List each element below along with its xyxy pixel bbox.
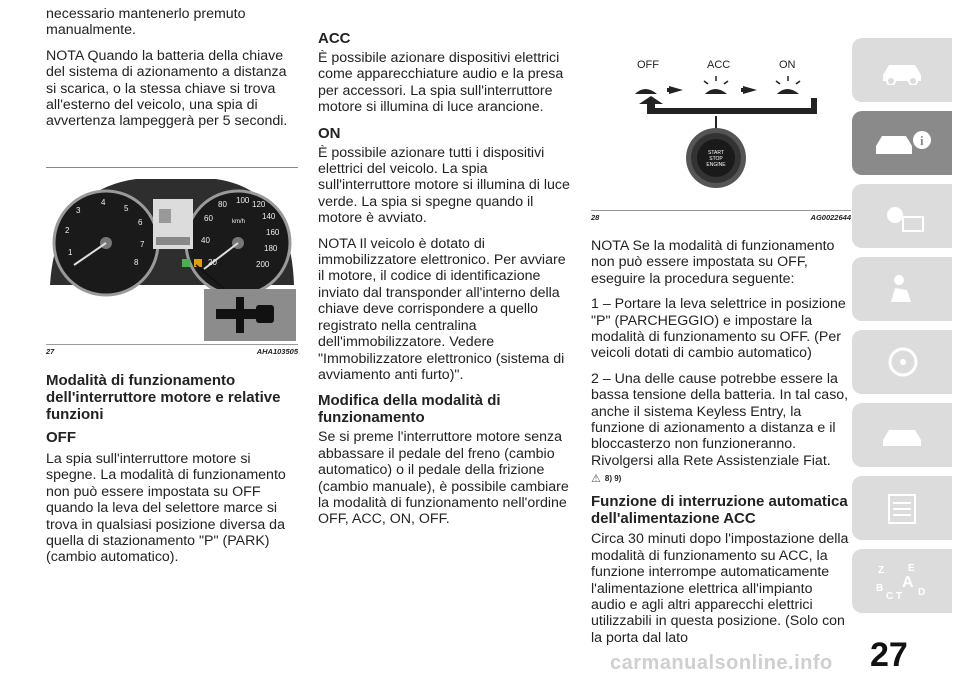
note-immobilizer: NOTA Il veicolo è dotato di immobilizzatore elettronico. Per avviare il motore, il codice di identificazione inviato dal transponder all'interno della chiave deve corrispondere a quello registrato nella centralina dell'immobilizzatore. Vedere "Immobilizzatore elettronico (sistema di avviamento anti furto)". — [318, 235, 566, 383]
tab-airbag[interactable] — [852, 257, 952, 321]
watermark: carmanualsonline.info — [610, 652, 833, 674]
svg-text:D: D — [918, 587, 926, 598]
engine-switch-image — [591, 38, 851, 198]
on-heading: ON — [318, 124, 341, 142]
gauge-number: 180 — [264, 244, 278, 253]
gauge-number: 7 — [140, 240, 145, 249]
button-text-engine: ENGINE — [706, 162, 726, 168]
svg-text:E: E — [908, 563, 915, 574]
chapter-sidebar — [852, 38, 960, 622]
tab-car-info[interactable] — [852, 111, 952, 175]
column-2 — [318, 30, 572, 537]
gauge-number: 60 — [204, 214, 213, 223]
gauge-number: 100 — [236, 196, 250, 205]
car-icon — [877, 55, 927, 85]
intro-text: necessario mantenerlo premuto manualmente. — [46, 6, 246, 39]
warning-icon: ⚠ — [591, 473, 601, 486]
gauge-number: 6 — [138, 218, 143, 227]
gauge-number: 160 — [266, 228, 280, 237]
figure-27-caption — [46, 344, 298, 356]
gauge-number: 80 — [218, 200, 227, 209]
figure-code: AG0022644 — [810, 213, 851, 222]
page-number: 27 — [870, 636, 908, 674]
gauge-number: 200 — [256, 260, 270, 269]
warning-refs — [591, 472, 849, 485]
on-text: È possibile azionare tutti i dispositivi elettrici del veicolo. La spia sull'interruttore motore si illumina di luce verde. La spia si spegne quando il motore è avviato. — [318, 144, 570, 227]
engine-switch-figure — [591, 38, 851, 198]
acc-text: È possibile azionare dispositivi elettrici come apparecchiature audio e la presa per accessori. La spia sull'interruttore motore si illumina di luce arancione. — [318, 50, 564, 116]
gauge-number: 3 — [76, 206, 81, 215]
note-off-procedure: NOTA Se la modalità di funzionamento non può essere impostata su OFF, eseguire la procedura seguente: — [591, 238, 835, 287]
svg-text:C: C — [886, 591, 894, 601]
gauge-number: 140 — [262, 212, 276, 221]
tab-maintenance[interactable] — [852, 476, 952, 540]
step-1: 1 – Portare la leva selettrice in posizione "P" (PARCHEGGIO) e impostare la modalità di funzionamento su OFF. (Per veicoli dotati di cambio automatico) — [591, 296, 846, 362]
figure-number: 28 — [591, 213, 600, 222]
svg-text:A: A — [902, 574, 914, 591]
gauge-number: 20 — [208, 258, 217, 267]
tab-index[interactable] — [852, 549, 952, 613]
off-text: La spia sull'interruttore motore si spegne. La modalità di funzionamento non può essere impostata su OFF quando la leva del selettore marce si trova in qualsiasi posizione diversa da quella di stazionamento "P" (PARK) (cambio automatico). — [46, 451, 286, 566]
tab-breakdown[interactable] — [852, 403, 952, 467]
mode-label-acc: ACC — [707, 59, 731, 71]
figure-28-caption — [591, 210, 851, 222]
acc-heading: ACC — [318, 30, 351, 47]
acc-cutoff-text: Circa 30 minuti dopo l'impostazione della modalità di funzionamento su ACC, la funzione interrompe automaticamente l'alimentazione elettrica all'impianto audio e agli altri apparecchi elettrici utilizzabili in questa posizione. (Solo con la porta dal lato — [591, 531, 849, 646]
column-1-lower — [46, 372, 296, 575]
mode-label-off: OFF — [637, 59, 659, 71]
mode-label-on: ON — [779, 59, 796, 71]
button-text-start: START — [708, 150, 724, 156]
gauge-number: 8 — [134, 258, 139, 267]
modify-text: Se si preme l'interruttore motore senza abbassare il pedale del freno (cambio automatico) o il pedale della frizione (cambio manuale), è possibile cambiare la modalità di funzionamento nell'ordine OFF, ACC, ON, OFF. — [318, 429, 569, 528]
instrument-cluster-image — [46, 165, 298, 343]
car-info-icon — [872, 126, 932, 160]
index-letters-icon — [872, 561, 932, 601]
off-heading: OFF — [46, 429, 76, 446]
gauge-unit: km/h — [232, 219, 246, 225]
svg-text:B: B — [876, 583, 884, 594]
figure-code: AHA103505 — [256, 347, 298, 356]
gauge-number: 5 — [124, 204, 129, 213]
maintenance-list-icon — [877, 491, 927, 525]
steering-wheel-icon — [877, 345, 927, 379]
step-2: 2 – Una delle cause potrebbe essere la bassa tensione della batteria. In tal caso, anche il sistema Keyless Entry, la funzione di azionamento a distanza e il bloccasterzo non funzioneranno. Rivolgersi alla Rete Assistenziale Fiat. — [591, 370, 849, 469]
column-3 — [591, 238, 849, 655]
gauge-number: 4 — [101, 198, 106, 207]
acc-cutoff-heading: Funzione di interruzione automatica dell'alimentazione ACC — [591, 493, 848, 528]
note-battery: NOTA Quando la batteria della chiave del sistema di azionamento a distanza si scarica, o la stessa chiave si trova all'esterno del veicolo, una spia di avvertenza lampeggerà per 5 secondi. — [46, 47, 288, 130]
gauge-number: 120 — [252, 200, 266, 209]
section-heading: Modalità di funzionamento dell'interruttore motore e relative funzioni — [46, 372, 281, 423]
modify-heading: Modifica della modalità di funzionamento — [318, 392, 501, 427]
gauge-number: 40 — [201, 236, 210, 245]
svg-text:i: i — [920, 133, 924, 148]
tab-car[interactable] — [852, 38, 952, 102]
airbag-icon — [877, 272, 927, 306]
column-1 — [46, 0, 296, 139]
gauge-number: 2 — [65, 226, 70, 235]
refs-text: 8) 9) — [604, 474, 622, 484]
figure-number: 27 — [46, 347, 55, 356]
car-breakdown-icon — [877, 420, 927, 450]
svg-text:T: T — [896, 591, 903, 601]
tab-steering[interactable] — [852, 330, 952, 394]
tab-warning-lights[interactable] — [852, 184, 952, 248]
button-text-stop: STOP — [709, 156, 723, 162]
gauge-number: 1 — [68, 248, 73, 257]
svg-text:Z: Z — [878, 565, 885, 576]
warning-lights-icon — [877, 199, 927, 233]
instrument-cluster-figure — [46, 165, 298, 343]
